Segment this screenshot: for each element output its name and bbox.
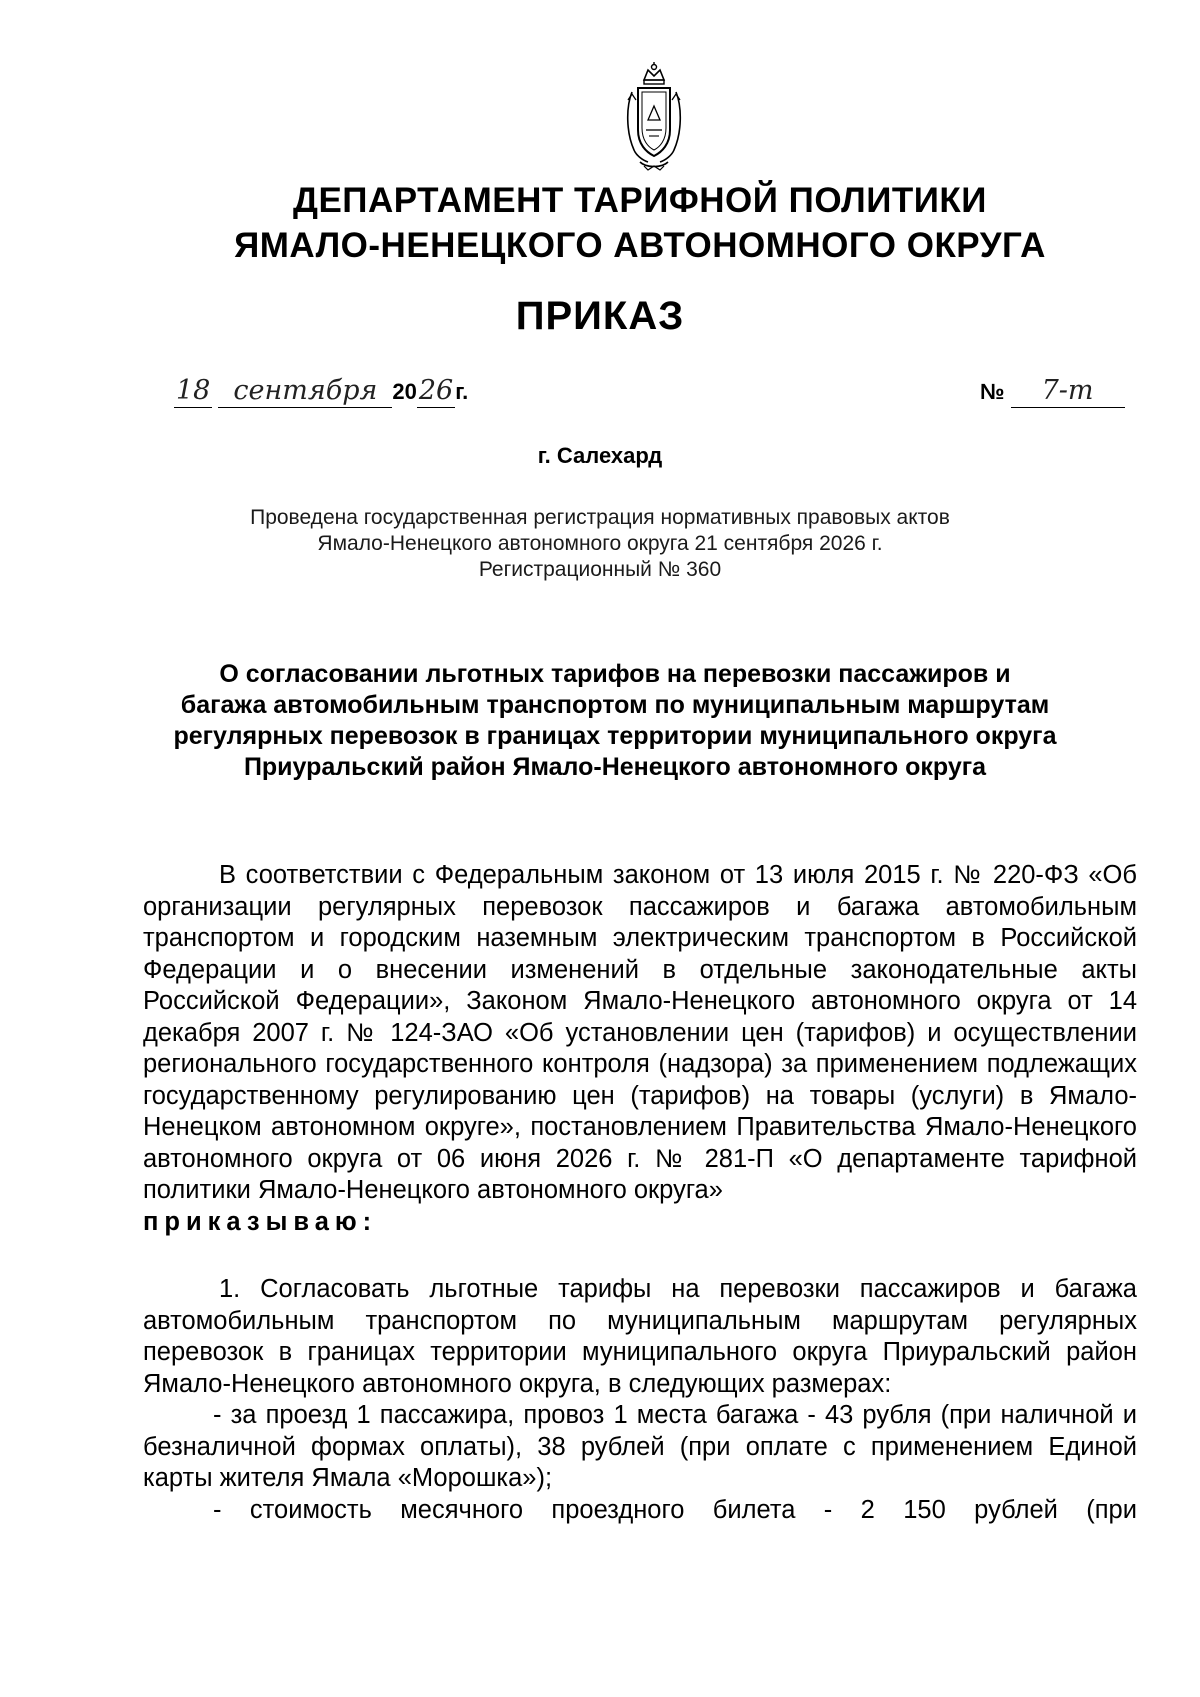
registration-line-1: Проведена государственная регистрация нормативных правовых актов <box>250 506 950 529</box>
subject-line-1: О согласовании льготных тарифов на перевозки пассажиров и <box>219 660 1011 688</box>
document-body <box>143 860 1137 1526</box>
item-1-subitem-b: - стоимость месячного проездного билета - 2 150 рублей (при <box>213 1495 1137 1524</box>
item-1-paragraph: 1. Согласовать льготные тарифы на перевозки пассажиров и багажа автомобильным транспортом по муниципальным маршрутам регулярных перевозок в границах территории муниципального округа Приуральский район Ямало-Ненецкого автономного округа, в следующих размерах: <box>143 1275 1137 1398</box>
number-value: 7-т <box>1011 375 1125 408</box>
document-subject <box>120 659 1110 783</box>
document-date <box>174 368 468 408</box>
registration-line-2: Ямало-Ненецкого автономного округа 21 сентября 2026 г. <box>317 532 883 555</box>
document-type: ПРИКАЗ <box>515 294 685 338</box>
registration-line-3: Регистрационный № 360 <box>478 558 722 581</box>
department-line-1: ДЕПАРТАМЕНТ ТАРИФНОЙ ПОЛИТИКИ <box>293 181 987 220</box>
date-year-suffix: 26 <box>418 375 454 406</box>
subject-line-4: Приуральский район Ямало-Ненецкого автономного округа <box>243 753 987 781</box>
date-year-prefix: 20 <box>392 379 417 404</box>
number-label: № <box>980 379 1005 404</box>
registration-stamp <box>150 505 1050 583</box>
order-word: приказываю: <box>143 1207 378 1236</box>
subject-line-3: регулярных перевозок в границах территории муниципального округа <box>173 722 1057 750</box>
city: г. Салехард <box>537 443 663 468</box>
department-line-2: ЯМАЛО-НЕНЕЦКОГО АВТОНОМНОГО ОКРУГА <box>234 226 1046 265</box>
date-year-unit: г. <box>455 379 469 404</box>
document-number <box>980 368 1125 408</box>
preamble-paragraph: В соответствии с Федеральным законом от 13 июля 2015 г. № 220-ФЗ «Об организации регулярных перевозок пассажиров и багажа автомобильным транспортом и городским наземным электрическим транспортом в Российской Федерации и о внесении изменений в отдельные законодательные акты Российской Федерации», Законом Ямало-Ненецкого автономного округа от 14 декабря 2007 г. № 124-ЗАО «Об установлении цен (тарифов) и осуществлении регионального государственного контроля (надзора) за применением подлежащих государственному регулированию цен (тарифов) на товары (услуги) в Ямало-Ненецком автономном округе», постановлением Правительства Ямало-Ненецкого автономного округа от 06 июня 2026 г. № 281-П «О департаменте тарифной политики Ямало-Ненецкого автономного округа» <box>143 861 1137 1204</box>
department-name <box>200 178 1080 268</box>
coat-of-arms-icon <box>622 62 686 172</box>
subject-line-2: багажа автомобильным транспортом по муниципальным маршрутам <box>180 691 1050 719</box>
date-day: 18 <box>176 375 211 406</box>
date-month: сентября <box>218 375 392 408</box>
item-1-subitem-a: - за проезд 1 пассажира, провоз 1 места багажа - 43 рубля (при наличной и безналичной формах оплаты), 38 рублей (при оплате с применением Единой карты жителя Ямала «Морошка»); <box>143 1401 1137 1492</box>
